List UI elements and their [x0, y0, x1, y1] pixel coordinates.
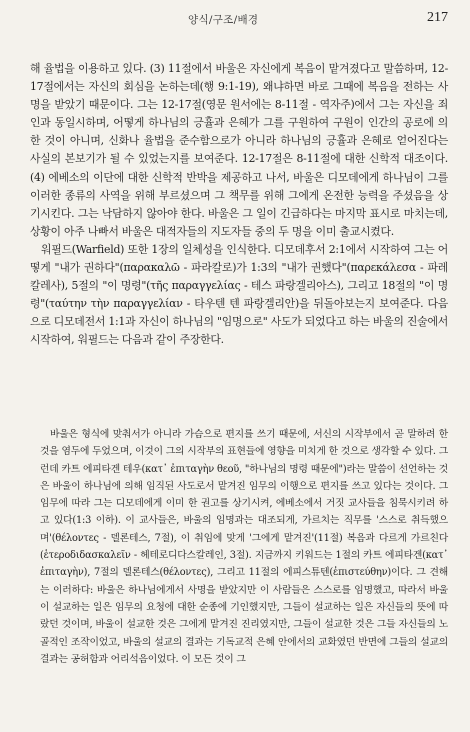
running-head: 양식/구조/배경	[188, 14, 259, 26]
main-text	[30, 60, 448, 350]
page-header	[0, 10, 470, 34]
block-quote-text: 바울은 형식에 맞춰서가 아니라 가슴으로 편지를 쓰기 때문에, 서신의 시작부에서 곧 말하려 한 것을 염두에 두었으며, 이것이 그의 시작부의 표현들에 영향을 미치게 한 것으로 생각할 수 있다. 그런데 카트 에피타겐 테우(κατ᾽ ἐπιταγὴν θεοῦ, "하나님의 명령 때문에")라는 말씀이 선언하는 것은 바울이 하나님에 의해 임직된 사도로서 맡겨진 임무의 이행으로 편지를 쓰고 있다는 것이다. 그 임무에 따라 그는 디모데에게 이미 한 권고를 상기시켜, 에베소에서 거짓 교사들을 침묵시키려 하고 있다(1:3 이하). 이 교사들은, 바울의 임명과는 대조되게, 가르치는 직무를 '스스로 취득했으며'(θέλοντες - 델론테스, 7절), 이 취임에 맞게 '그에게 맡겨진'(11절) 복음과 다르게 가르친다(ἑτεροδιδασκαλεῖν - 헤테로디다스칼레인, 3절). 지금까지 키워드는 1절의 카트 에피타겐(κατ᾽ ἐπιταγὴν), 7절의 델론테스(θέλοντες), 그리고 11절의 에피스튜텐(ἐπιστεύθην)이다. 그 견해는 이러하다: 바울은 하나님에게서 사명을 받았지만 이 사람들은 스스로를 임명했고, 따라서 바울이 설교하는 일은 임무의 요청에 대한 순종에 기인했지만, 그들이 설교하는 일은 자신들의 뜻에 따랐던 것이며, 바울이 설교한 것은 그에게 맡겨진 진리였지만, 그들이 설교한 것은 그들 자신들의 노골적인 조작이었고, 바울의 설교의 결과는 기독교적 은혜 안에서의 교화였던 반면에 그들의 설교의 결과는 공허함과 어리석음이었다. 이 모든 것이 그	[40, 429, 448, 665]
block-quote	[40, 426, 448, 668]
paragraph-2: 워필드(Warfield) 또한 1장의 일체성을 인식한다. 디모데후서 2:1에서 시작하여 그는 어떻게 "내가 권하다"(παρακαλῶ - 파라칼로)가 1:3의 "내가 권했다"(παρεκάλεσα - 파레칼레사), 5절의 "이 명령"(τῆς παραγγελίας - 테스 파랑겔리아스), 그리고 18절의 "이 명령"(ταύτην τὴν παραγγελίαν - 타우텐 텐 파랑겔리안)을 뒤돌아보는지 보여준다. 다음으로 디모데전서 1:1과 자신이 하나님의 "임명으로" 사도가 되었다고 하는 바울의 진술에서 시작하여, 워필드는 다음과 같이 주장한다.	[30, 242, 448, 347]
page-number: 217	[427, 10, 448, 25]
paragraph-1: 해 율법을 이용하고 있다. (3) 11절에서 바울은 자신에게 복음이 맡겨졌다고 말씀하며, 12-17절에서는 자신의 회심을 논하는데(행 9:1-19), 왜냐하면 바로 그때에 복음을 전하는 사명을 받았기 때문이다. 그는 12-17절(영문 원서에는 8-11절 - 역자주)에서 그는 자신을 죄인과 동일시하며, 어떻게 하나님의 긍휼과 은혜가 그를 구원하여 구원이 인간의 공로에 의한 것이 아니며, 신화나 율법을 준수함으로가 아니라 하나님의 긍휼과 은혜로 얻어진다는 사실의 본보기가 될 수 있었는지를 보여준다. 12-17절은 8-11절에 대한 신학적 대조이다. (4) 에베소의 이단에 대한 신학적 반박을 제공하고 나서, 바울은 디모데에게 하나님이 그를 이러한 종류의 사역을 위해 부르셨으며 그 책무를 위해 그에게 온전한 능력을 주셨음을 상기시킨다. 그는 낙담하지 않아야 한다. 바울은 그 일이 긴급하다는 마지막 표시로 마치는데, 상황이 아주 나빠서 바울은 대적자들의 지도자들 중의 두 명을 이미 출교시켰다.	[30, 62, 448, 238]
